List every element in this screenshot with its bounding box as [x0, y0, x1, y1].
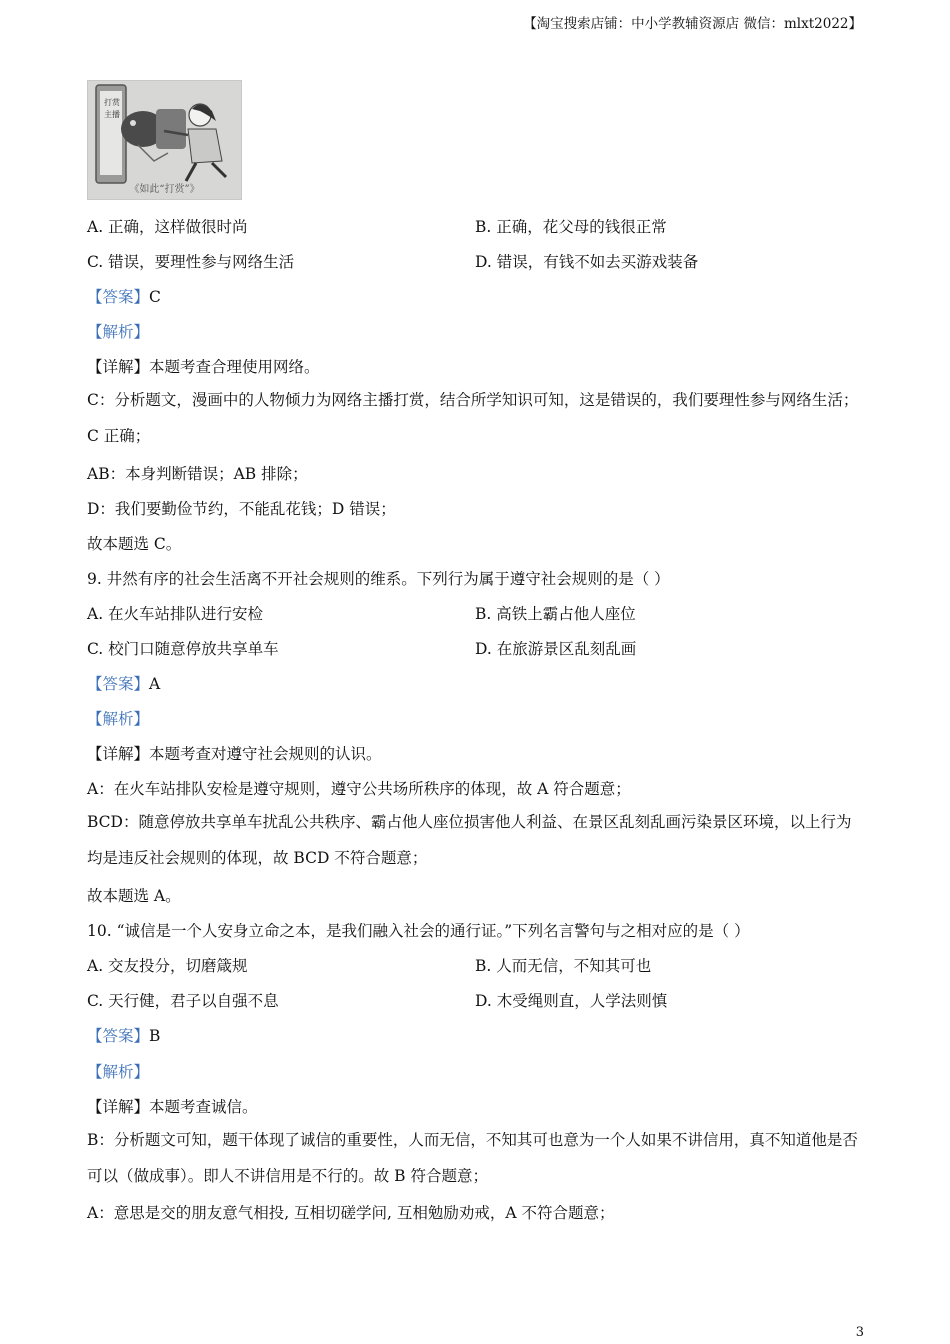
- answer-label: 【答案】: [87, 1027, 150, 1045]
- answer-label: 【答案】: [87, 288, 150, 306]
- q8-option-c: C. 错误，要理性参与网络生活: [87, 253, 295, 271]
- q10-stem: 10. “诚信是一个人安身立命之本，是我们融入社会的通行证。”下列名言警句与之相对应的是（ ）: [87, 922, 750, 940]
- q10-analysis-label: 【解析】: [87, 1063, 150, 1081]
- q8-answer: [87, 285, 161, 307]
- q8-option-b: B. 正确，花父母的钱很正常: [475, 218, 667, 236]
- detail-label: 【详解】: [87, 745, 150, 763]
- page-number: 3: [855, 1325, 864, 1340]
- q9-detail: [87, 742, 382, 764]
- phone-text-1: 打赏: [104, 98, 120, 107]
- q9-option-a: A. 在火车站排队进行安检: [87, 605, 264, 623]
- detail-text: 本题考查合理使用网络。: [149, 358, 320, 376]
- q9-option-d: D. 在旅游景区乱刻乱画: [475, 640, 637, 658]
- answer-value: C: [149, 288, 161, 306]
- cartoon-image: [87, 80, 242, 200]
- q9-conclusion: 故本题选 A。: [87, 887, 181, 905]
- q8-option-a: A. 正确，这样做很时尚: [87, 218, 248, 236]
- q9-option-c: C. 校门口随意停放共享单车: [87, 640, 279, 658]
- q10-option-b: B. 人而无信，不知其可也: [475, 957, 652, 975]
- q9-analysis-label: 【解析】: [87, 710, 150, 728]
- q9-answer: [87, 672, 160, 694]
- q9-explanation-a: A：在火车站排队安检是遵守规则，遵守公共场所秩序的体现，故 A 符合题意；: [87, 780, 631, 798]
- q10-option-c: C. 天行健，君子以自强不息: [87, 992, 279, 1010]
- q9-option-b: B. 高铁上霸占他人座位: [475, 605, 636, 623]
- q9-stem: 9. 井然有序的社会生活离不开社会规则的维系。下列行为属于遵守社会规则的是（ ）: [87, 570, 670, 588]
- detail-label: 【详解】: [87, 358, 150, 376]
- q8-detail: [87, 355, 320, 377]
- detail-text: 本题考查诚信。: [149, 1098, 258, 1116]
- q8-explanation-ab: AB：本身判断错误；AB 排除；: [87, 465, 308, 483]
- phone-text-2: 主播: [104, 110, 120, 119]
- q10-answer: [87, 1024, 160, 1046]
- q8-explanation-c: C：分析题文，漫画中的人物倾力为网络主播打赏，结合所学知识可知，这是错误的，我们要理性参与网络生活；C 正确；: [87, 391, 859, 445]
- answer-label: 【答案】: [87, 675, 150, 693]
- cartoon-caption: 《如此“打赏”》: [129, 184, 200, 195]
- answer-value: A: [149, 675, 161, 693]
- detail-label: 【详解】: [87, 1098, 150, 1116]
- page-header: 【淘宝搜索店铺：中小学教辅资源店 微信：mlxt2022】: [523, 16, 862, 32]
- q8-analysis-label: 【解析】: [87, 323, 150, 341]
- answer-value: B: [149, 1027, 161, 1045]
- q8-conclusion: 故本题选 C。: [87, 535, 182, 553]
- q9-explanation-bcd: BCD：随意停放共享单车扰乱公共秩序、霸占他人座位损害他人利益、在景区乱刻乱画污染景区环境，以上行为均是违反社会规则的体现，故 BCD 不符合题意；: [87, 813, 852, 867]
- q10-detail: [87, 1095, 258, 1117]
- q8-option-d: D. 错误，有钱不如去买游戏装备: [475, 253, 699, 271]
- q10-explanation-a: A：意思是交的朋友意气相投, 互相切磋学问, 互相勉励劝戒，A 不符合题意；: [87, 1204, 615, 1222]
- q10-explanation-b: B：分析题文可知，题干体现了诚信的重要性，人而无信，不知其可也意为一个人如果不讲信用，真不知道他是否可以（做成事）。即人不讲信用是不行的。故 B 符合题意；: [87, 1131, 858, 1185]
- q10-option-d: D. 木受绳则直，人学法则慎: [475, 992, 668, 1010]
- q8-explanation-d: D：我们要勤俭节约，不能乱花钱；D 错误；: [87, 500, 396, 518]
- q10-option-a: A. 交友投分，切磨箴规: [87, 957, 248, 975]
- detail-text: 本题考查对遵守社会规则的认识。: [149, 745, 382, 763]
